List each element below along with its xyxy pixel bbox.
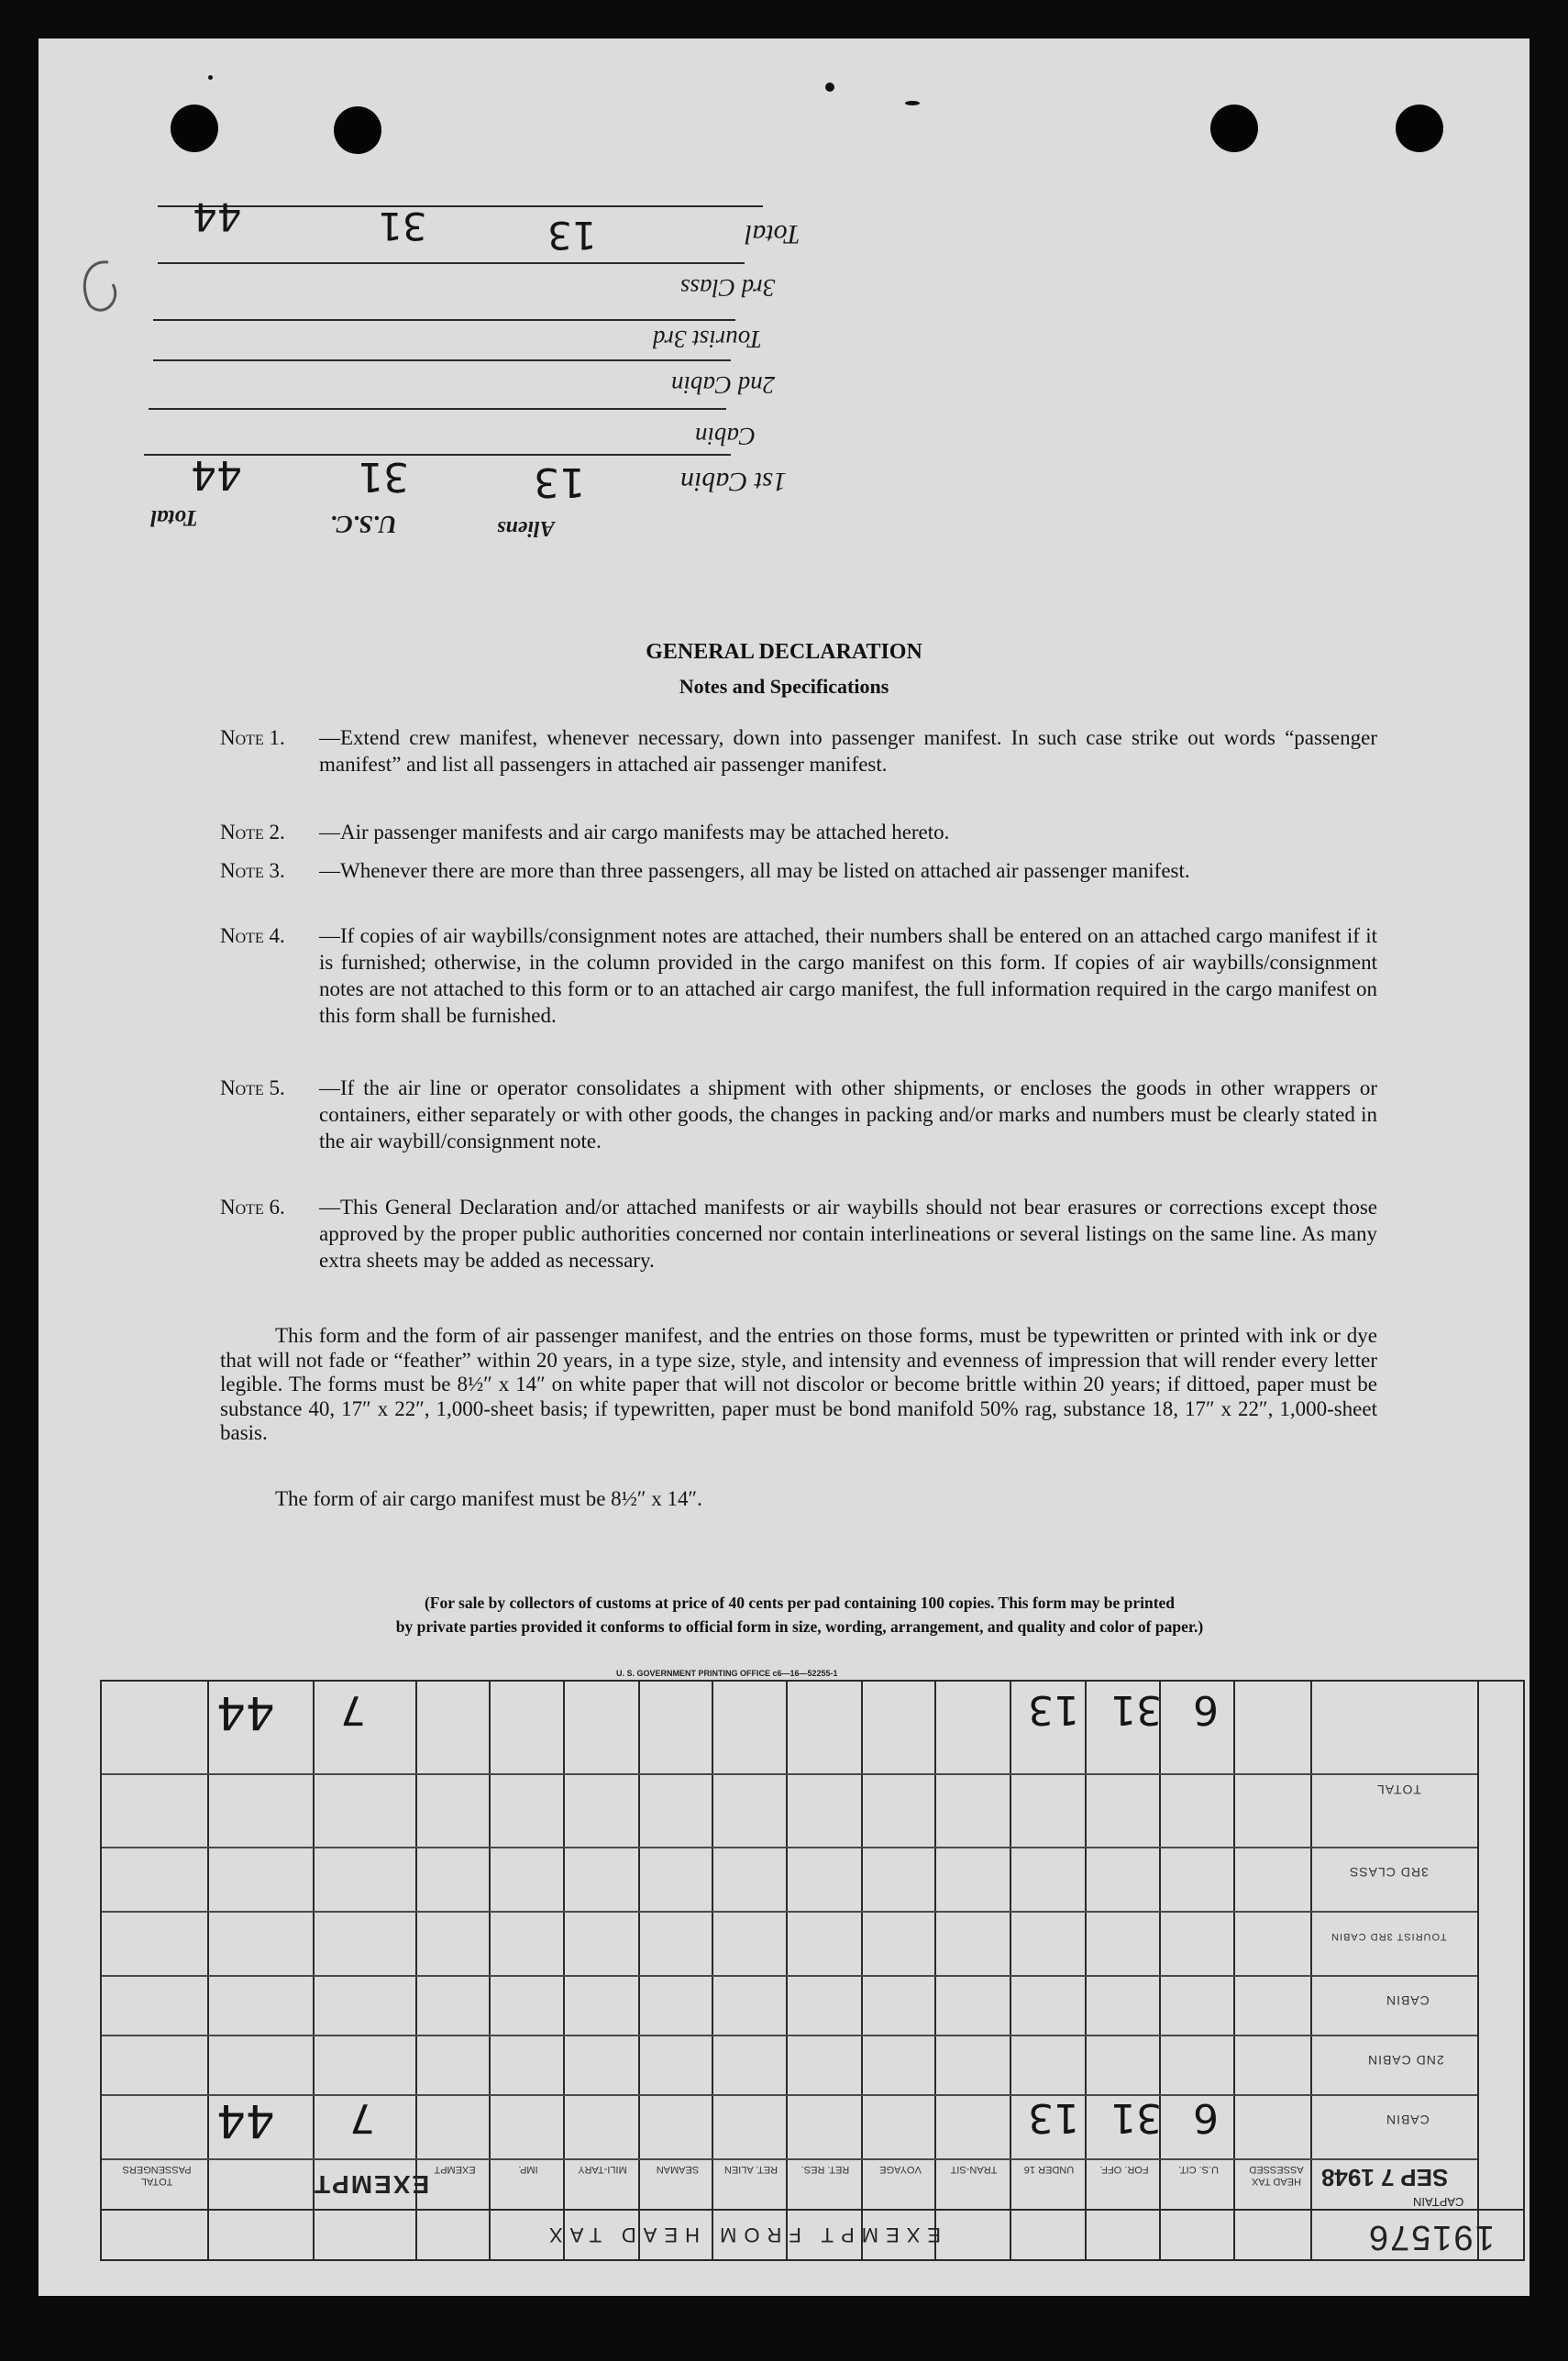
col-label: IMP. [518, 2164, 538, 2175]
table-column-line [489, 1682, 491, 2259]
total-under16: 13 [1028, 1686, 1079, 1733]
col-label: U.S. CIT. [1178, 2164, 1220, 2175]
table-row-line [102, 2158, 1477, 2160]
summary-line [153, 359, 731, 361]
declaration-title: GENERAL DECLARATION [646, 640, 922, 664]
table-column-line [1310, 1682, 1312, 2259]
total-uscit: 31 [1110, 1686, 1162, 1733]
first-assessed: 6 [1193, 2094, 1219, 2141]
summary-row-label: Total [745, 219, 801, 249]
table-column-line [638, 1682, 640, 2259]
table-row-line [102, 2209, 1523, 2211]
note-text: —This General Declaration and/or attached manifests or air waybills should not bear erasures or corrections except those approved by the proper public authorities concerned nor contain interlineations or several listings on the same line. As many extra sheets may be added as necessary. [319, 1196, 1377, 1272]
note-text: —Air passenger manifests and air cargo manifests may be attached hereto. [319, 821, 950, 844]
note-label: Note 4. [220, 924, 285, 947]
total-passengers: 44 [216, 1686, 275, 1739]
col-label: MILI-TARY [578, 2164, 627, 2175]
table-column-line [861, 1682, 863, 2259]
summary-col-total: Total [150, 505, 198, 530]
summary-row-label: Cabin [695, 423, 756, 450]
note-label: Note 5. [220, 1076, 285, 1099]
row-label-3rd-class: 3RD CLASS [1349, 1865, 1429, 1880]
punch-hole-left-2 [334, 106, 381, 154]
sale-note: (For sale by collectors of customs at price of 40 cents per pad containing 100 copies. This form may be printed [424, 1594, 1176, 1612]
row-label-total: TOTAL [1376, 1782, 1421, 1797]
col-label: HEAD TAX ASSESSED [1249, 2164, 1304, 2187]
date-stamp: SEP 7 1948 [1321, 2164, 1449, 2191]
table-column-line [934, 1682, 936, 2259]
note-label: Note 2. [220, 821, 285, 844]
summary-row-label: 1st Cabin [680, 467, 787, 497]
captain-label: CAPTAIN [1413, 2195, 1464, 2209]
summary-first-aliens: 13 [534, 458, 585, 505]
note-text: —If the air line or operator consolidates a shipment with other shipments, or encloses the goods in other wrappers or containers, either separately or with other goods, the changes in packing and/or marks and numbers must be clearly stated in the air waybill/consignment note. [319, 1076, 1377, 1153]
table-column-line [1477, 1682, 1479, 2259]
col-label: EXEMPT [434, 2164, 476, 2175]
head-tax-footer: EXEMPT FROM HEAD TAX [542, 2223, 942, 2246]
row-label-cabin-2: CABIN [1386, 2113, 1430, 2127]
table-column-line [1233, 1682, 1235, 2259]
col-label: FOR. OFF. [1099, 2164, 1149, 2175]
summary-first-usc: 31 [358, 453, 409, 500]
total-assessed: 6 [1193, 1686, 1219, 1733]
cargo-size: The form of air cargo manifest must be 8½″ x 14″. [275, 1487, 702, 1510]
col-label: VOYAGE [879, 2164, 922, 2175]
table-row-line [102, 1975, 1477, 1977]
summary-total-usc: 31 [378, 204, 427, 248]
summary-line [158, 262, 745, 264]
note-4 [220, 922, 1377, 1029]
summary-first-total: 44 [191, 451, 242, 498]
note-label: Note 3. [220, 859, 285, 882]
note-label: Note 1. [220, 726, 285, 749]
note-5 [220, 1075, 1377, 1154]
exempt-stamp: EXEMPT [313, 2170, 430, 2199]
head-tax-table [100, 1680, 1525, 2261]
table-column-line [1159, 1682, 1161, 2259]
summary-line [149, 408, 726, 410]
first-under16: 13 [1028, 2094, 1079, 2141]
table-row-line [102, 1911, 1477, 1913]
serial-number: 191576 [1367, 2218, 1495, 2256]
summary-total-aliens: 13 [547, 213, 597, 258]
table-row-line [102, 2094, 1477, 2096]
note-label: Note 6. [220, 1196, 285, 1219]
punch-hole-right [1210, 105, 1258, 152]
table-column-line [1010, 1682, 1011, 2259]
table-column-line [712, 1682, 713, 2259]
first-exempt: 7 [349, 2094, 375, 2141]
note-3 [220, 857, 1377, 884]
first-uscit: 31 [1110, 2094, 1162, 2141]
note-text: —If copies of air waybills/consignment notes are attached, their numbers shall be entered on an attached cargo manifest if it is furnished; otherwise, in the column provided in the cargo manifest on this form. If copies of air waybills/consignment notes are not attached to this form or to an attached air cargo manifest, the full information required in the cargo manifest on this form shall be furnished. [319, 924, 1377, 1027]
table-row-line [102, 1773, 1477, 1775]
summary-row-label: 2nd Cabin [671, 371, 776, 399]
col-label: RET. ALIEN [723, 2164, 778, 2175]
row-label-cabin: CABIN [1386, 1993, 1430, 2008]
total-exempt: 7 [340, 1686, 366, 1733]
summary-row-label: 3rd Class [680, 274, 776, 302]
table-column-line [786, 1682, 788, 2259]
table-column-line [207, 1682, 209, 2259]
dust-speck [825, 83, 834, 92]
row-label-2nd-cabin: 2ND CABIN [1367, 2053, 1444, 2068]
note-text: —Whenever there are more than three passengers, all may be listed on attached air passenger manifest. [319, 859, 1190, 882]
col-label: UNDER 16 [1023, 2164, 1075, 2175]
note-1 [220, 724, 1377, 778]
note-6 [220, 1194, 1377, 1274]
first-total: 44 [216, 2094, 275, 2147]
note-text: —Extend crew manifest, whenever necessary, down into passenger manifest. In such case strike out words “passenger manifest” and list all passengers in attached air passenger manifest. [319, 726, 1377, 776]
summary-total-total: 44 [193, 194, 242, 239]
col-label: RET. RES. [801, 2164, 850, 2175]
form-requirements: This form and the form of air passenger manifest, and the entries on those forms, must be typewritten or printed with ink or dye that will not fade or “feather” within 20 years, in a type size, style, and intensity and evenness of impression that will render every letter legible. The forms must be 8½″ x 14″ on white paper that will not discolor or become brittle within 20 years; if dittoed, paper must be substance 40, 17″ x 22″, 1,000-sheet basis; if typewritten, paper must be bond manifold 50% rag, substance 18, 17″ x 22″, 1,000-sheet basis. [220, 1324, 1377, 1444]
col-label: TRAN-SIT [950, 2164, 998, 2175]
dust-speck [208, 75, 213, 80]
col-label-total-passengers: TOTAL PASSENGERS [122, 2164, 192, 2187]
summary-line [153, 319, 735, 321]
row-label-tourist: TOURIST 3RD CABIN [1331, 1931, 1447, 1942]
declaration-subtitle: Notes and Specifications [679, 675, 889, 698]
summary-col-usc: U.S.C. [330, 511, 397, 538]
table-row-line [102, 1847, 1477, 1848]
table-column-line [563, 1682, 565, 2259]
pencil-mark-icon [72, 255, 127, 319]
dust-speck [905, 101, 920, 105]
note-2 [220, 819, 1377, 845]
document-page [39, 39, 1529, 2296]
punch-hole-right-2 [1396, 105, 1443, 152]
printing-office-line: U. S. GOVERNMENT PRINTING OFFICE c6—16—52255-1 [616, 1669, 838, 1678]
table-column-line [1085, 1682, 1087, 2259]
col-label: SEAMAN [656, 2164, 700, 2175]
summary-col-aliens: Aliens [497, 516, 555, 540]
sale-note: by private parties provided it conforms to official form in size, wording, arrangement, and quality and color of paper.) [395, 1617, 1204, 1636]
summary-row-label: Tourist 3rd [653, 325, 762, 353]
summary-line [158, 205, 763, 207]
punch-hole-left [171, 105, 218, 152]
table-row-line [102, 2035, 1477, 2036]
